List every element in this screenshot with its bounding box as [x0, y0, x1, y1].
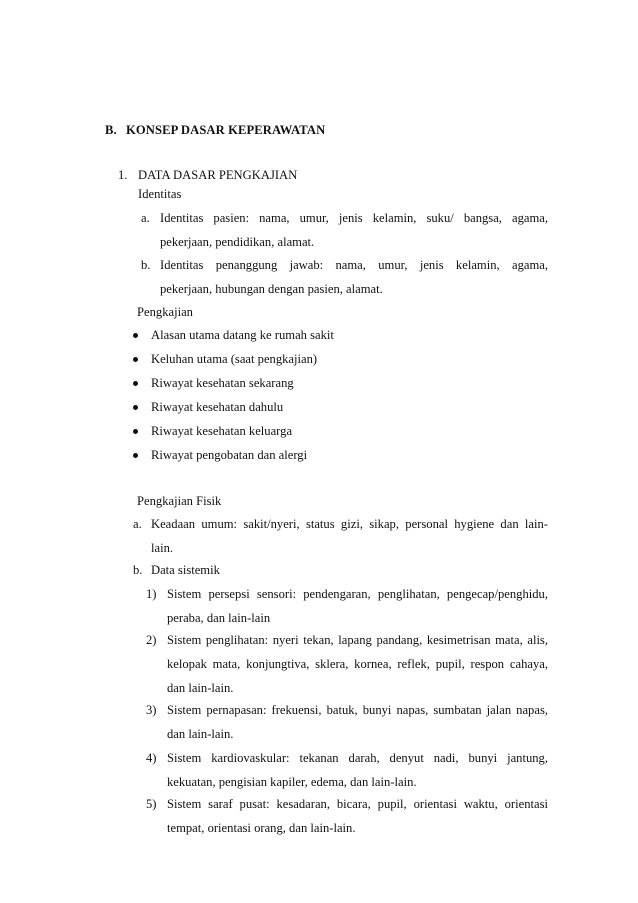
sistem-2-line2: kelopak mata, konjungtiva, sklera, kornea, reflek, pupil, respon cahaya,	[167, 657, 548, 671]
sistem-2-line1: Sistem penglihatan: nyeri tekan, lapang pandang, kesimetrisan mata, alis,	[167, 633, 548, 647]
identitas-b-line1: Identitas penanggung jawab: nama, umur, jenis kelamin, agama,	[160, 258, 548, 272]
identitas-b-line2: pekerjaan, hubungan dengan pasien, alamat.	[160, 282, 383, 296]
fisik-b-marker: b.	[133, 563, 143, 577]
pengkajian-bullet-1: Alasan utama datang ke rumah sakit	[151, 328, 334, 342]
bullet-icon	[133, 381, 138, 386]
sistem-5-line2: tempat, orientasi orang, dan lain-lain.	[167, 821, 356, 835]
pengkajian-bullet-5: Riwayat kesehatan keluarga	[151, 424, 293, 438]
fisik-a-line1: Keadaan umum: sakit/nyeri, status gizi, sikap, personal hygiene dan lain-	[151, 517, 548, 531]
subsection-title: DATA DASAR PENGKAJIAN	[138, 168, 298, 182]
fisik-a-line2: lain.	[151, 541, 174, 555]
sistem-1-line1: Sistem persepsi sensori: pendengaran, penglihatan, pengecap/penghidu,	[167, 587, 548, 601]
section-label: B.	[105, 123, 117, 137]
identitas-a-marker: a.	[141, 211, 150, 225]
bullet-icon	[133, 333, 138, 338]
bullet-icon	[133, 405, 138, 410]
identitas-b-marker: b.	[141, 258, 151, 272]
identitas-a-line2: pekerjaan, pendidikan, alamat.	[160, 235, 315, 249]
bullet-icon	[133, 429, 138, 434]
identitas-a-line1: Identitas pasien: nama, umur, jenis kelamin, suku/ bangsa, agama,	[160, 211, 548, 225]
fisik-a-marker: a.	[133, 517, 142, 531]
sistem-5-line1: Sistem saraf pusat: kesadaran, bicara, pupil, orientasi waktu, orientasi	[167, 797, 548, 811]
pengkajian-heading: Pengkajian	[137, 305, 193, 319]
pengkajian-bullet-3: Riwayat kesehatan sekarang	[151, 376, 294, 390]
pengkajian-bullet-6: Riwayat pengobatan dan alergi	[151, 448, 308, 462]
bullet-icon	[133, 453, 138, 458]
bullet-icon	[133, 357, 138, 362]
sistem-1-line2: peraba, dan lain-lain	[167, 611, 271, 625]
sistem-1-marker: 1)	[146, 587, 157, 601]
sistem-4-line1: Sistem kardiovaskular: tekanan darah, denyut nadi, bunyi jantung,	[167, 751, 548, 765]
sistem-5-marker: 5)	[146, 797, 157, 811]
sistem-4-marker: 4)	[146, 751, 157, 765]
sistem-4-line2: kekuatan, pengisian kapiler, edema, dan lain-lain.	[167, 775, 417, 789]
fisik-b-text: Data sistemik	[151, 563, 220, 577]
sistem-2-line3: dan lain-lain.	[167, 681, 234, 695]
sistem-2-marker: 2)	[146, 633, 157, 647]
sistem-3-line2: dan lain-lain.	[167, 727, 234, 741]
sistem-3-marker: 3)	[146, 703, 157, 717]
fisik-heading: Pengkajian Fisik	[137, 494, 222, 508]
sistem-3-line1: Sistem pernapasan: frekuensi, batuk, bunyi napas, sumbatan jalan napas,	[167, 703, 548, 717]
subsection-number: 1.	[118, 168, 128, 182]
section-title: KONSEP DASAR KEPERAWATAN	[126, 123, 326, 137]
identitas-heading: Identitas	[138, 187, 182, 201]
pengkajian-bullet-2: Keluhan utama (saat pengkajian)	[151, 352, 318, 366]
pengkajian-bullet-4: Riwayat kesehatan dahulu	[151, 400, 284, 414]
